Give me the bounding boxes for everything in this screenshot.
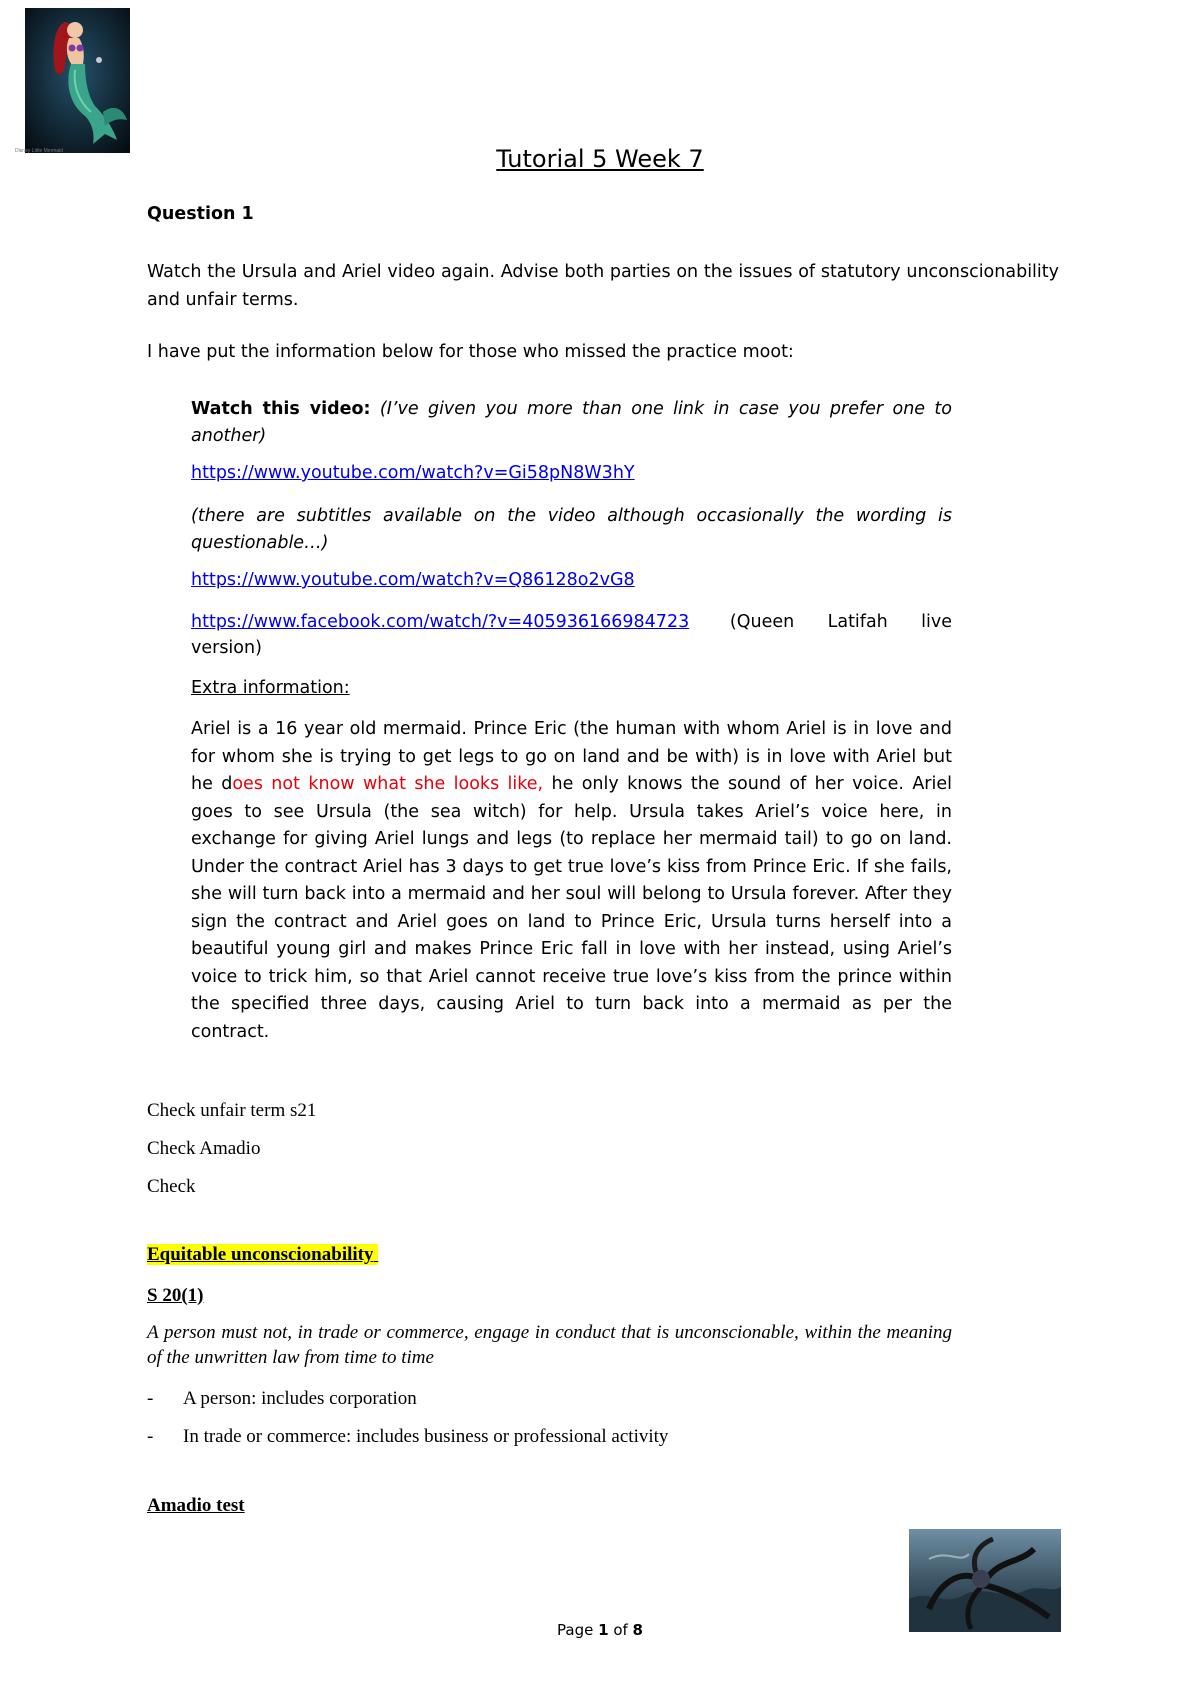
- page-title: Tutorial 5 Week 7: [496, 145, 704, 173]
- watch-label: Watch this video:: [191, 399, 371, 419]
- highlighted-red-text: oes not know what she looks like,: [232, 774, 544, 794]
- youtube-link-2[interactable]: https://www.youtube.com/watch?v=Q86128o2vG8: [191, 570, 635, 590]
- watch-paragraph: [191, 396, 952, 450]
- story-paragraph: Ariel is a 16 year old mermaid. Prince Eric (the human with whom Ariel is in love and for whom she is trying to get legs to go on land and be with) is in love with Ariel but he does not know what she looks like, he only knows the sound of her voice. Ariel goes to see Ursula (the sea witch) for help. Ursula takes Ariel’s voice here, in exchange for giving Ariel lungs and legs (to replace her mermaid tail) to go on land. Under the contract Ariel has 3 days to get true love’s kiss from Prince Eric. If she fails, she will turn back into a mermaid and her soul will belong to Ursula forever. After they sign the contract and Ariel goes on land to Prince Eric, Ursula turns herself into a beautiful young girl and makes Prince Eric fall in love with her instead, using Ariel’s voice to trick him, so that Ariel cannot receive true love’s kiss from the prince within the specified three days, causing Ariel to turn back into a mermaid as per the contract.: [191, 719, 952, 1042]
- section-heading: S 20(1): [147, 1285, 204, 1306]
- question-paragraph: Watch the Ursula and Ariel video again. Advise both parties on the issues of statutory unconscionability and unfair terms.: [147, 262, 1059, 310]
- question-heading: Question 1: [147, 204, 254, 224]
- youtube-link-1[interactable]: https://www.youtube.com/watch?v=Gi58pN8W3hY: [191, 463, 635, 483]
- list-item: - In trade or commerce: includes business or professional activity: [147, 1426, 669, 1447]
- facebook-link[interactable]: https://www.facebook.com/watch/?v=405936166984723: [191, 612, 690, 632]
- youtube-link-1-row: [191, 463, 635, 483]
- check-item: Check: [147, 1176, 196, 1197]
- facebook-link-row: https://www.facebook.com/watch/?v=405936166984723 (Queen Latifah live version): [191, 609, 952, 661]
- mermaid-image: [25, 8, 130, 153]
- intro-text: I have put the information below for those who missed the practice moot:: [147, 342, 794, 362]
- statute-quote: A person must not, in trade or commerce, engage in conduct that is unconscionable, within the meaning of the unwritten law from time to time: [147, 1322, 952, 1368]
- check-item: Check Amadio: [147, 1138, 261, 1159]
- page-number: Page 1 of 8: [557, 1621, 643, 1639]
- bullet-list: [147, 1380, 668, 1456]
- list-item: - A person: includes corporation: [147, 1388, 417, 1409]
- watch-note: (I’ve given you more than one link in case you prefer one to another): [191, 399, 952, 446]
- youtube-link-2-row: [191, 570, 635, 590]
- image-caption: Disney Little Mermaid: [15, 148, 64, 154]
- extra-info-heading: Extra information:: [191, 678, 350, 698]
- amadio-heading: Amadio test: [147, 1495, 245, 1516]
- ursula-image: [909, 1529, 1061, 1632]
- subtitle-note: (there are subtitles available on the video although occasionally the wording is questionable…): [191, 506, 952, 553]
- check-item: Check unfair term s21: [147, 1100, 317, 1121]
- check-list: [147, 1092, 316, 1206]
- equitable-heading: Equitable unconscionability: [147, 1244, 378, 1266]
